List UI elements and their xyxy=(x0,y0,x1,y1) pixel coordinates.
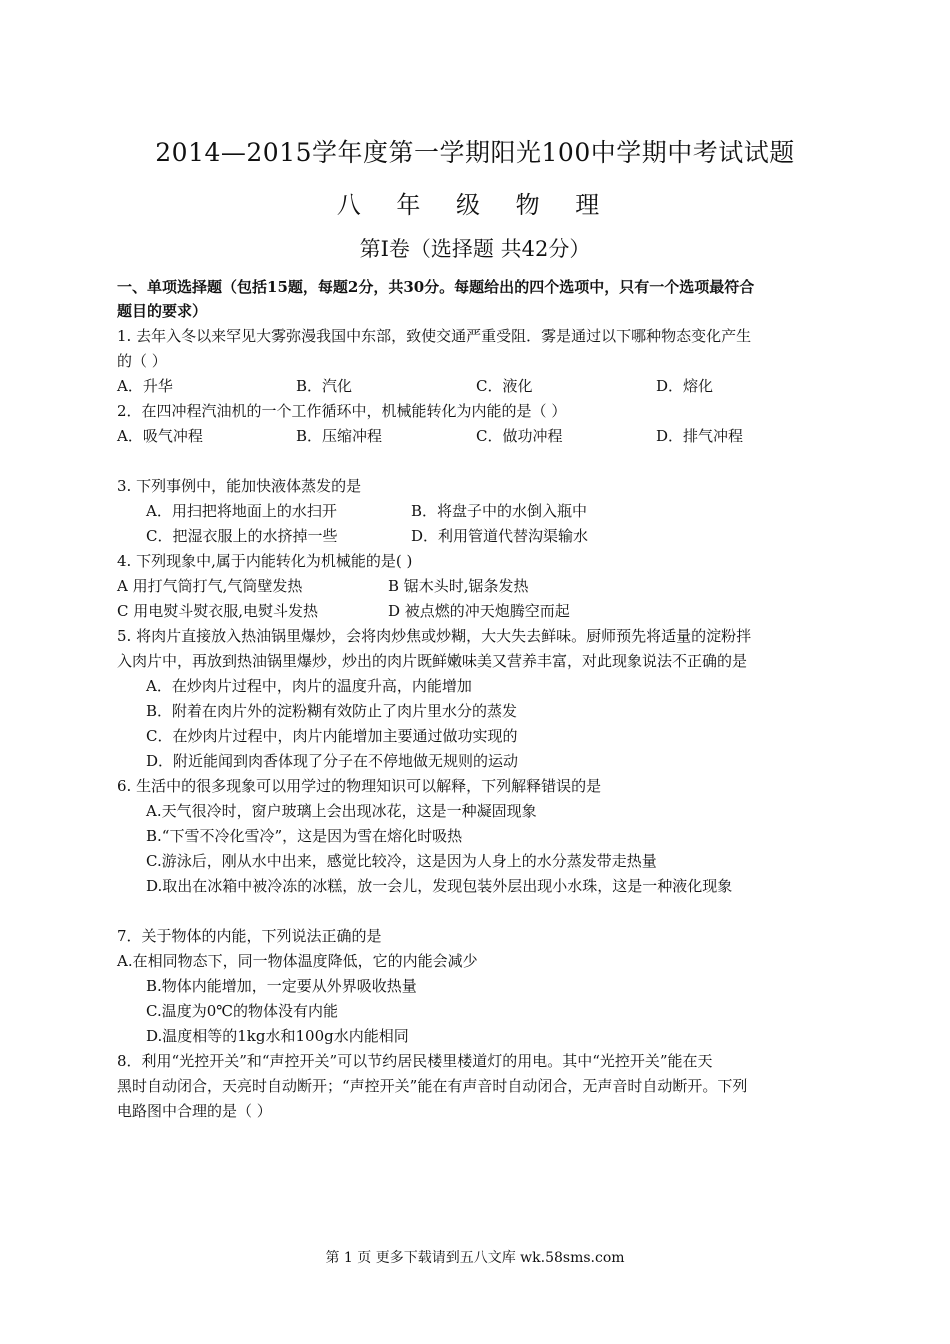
question-4: 4. 下列现象中,属于内能转化为机械能的是( ) xyxy=(117,552,413,570)
question-8-cont: 黑时自动闭合，天亮时自动断开；“声控开关”能在有声音时自动闭合，无声音时自动断开。下列 xyxy=(117,1077,748,1095)
q7-option-a: A.在相同物态下，同一物体温度降低，它的内能会减少 xyxy=(117,952,478,970)
q1-option-d: D．熔化 xyxy=(656,377,714,395)
q5-option-d: D．附近能闻到肉香体现了分子在不停地做无规则的运动 xyxy=(146,752,519,770)
q7-option-b: B.物体内能增加，一定要从外界吸收热量 xyxy=(146,977,417,995)
subject-title: 八 年 级 物 理 xyxy=(336,191,614,219)
q5-option-b: B．附着在肉片外的淀粉糊有效防止了肉片里水分的蒸发 xyxy=(146,702,518,720)
question-6: 6. 生活中的很多现象可以用学过的物理知识可以解释，下列解释错误的是 xyxy=(117,777,602,795)
q3-option-c: C．把湿衣服上的水挤掉一些 xyxy=(146,527,338,545)
q2-option-b: B．压缩冲程 xyxy=(296,427,383,445)
q6-option-c: C.游泳后，刚从水中出来，感觉比较冷，这是因为人身上的水分蒸发带走热量 xyxy=(146,852,657,870)
q4-option-a: A 用打气筒打气,气筒壁发热 xyxy=(117,577,303,595)
q7-option-c: C.温度为0℃的物体没有内能 xyxy=(146,1002,339,1020)
exam-title: 2014—2015学年度第一学期阳光100中学期中考试试题 xyxy=(155,138,795,167)
q4-option-c: C 用电熨斗熨衣服,电熨斗发热 xyxy=(117,602,319,620)
q2-option-c: C．做功冲程 xyxy=(476,427,563,445)
q2-option-d: D．排气冲程 xyxy=(656,427,744,445)
q2-option-a: A．吸气冲程 xyxy=(117,427,203,445)
q6-option-a: A.天气很冷时，窗户玻璃上会出现冰花，这是一种凝固现象 xyxy=(146,802,537,820)
question-7: 7．关于物体的内能，下列说法正确的是 xyxy=(117,927,382,945)
q3-option-a: A．用扫把将地面上的水扫开 xyxy=(146,502,337,520)
q6-option-d: D.取出在冰箱中被冷冻的冰糕，放一会儿，发现包装外层出现小水珠，这是一种液化现象 xyxy=(146,877,733,895)
question-3: 3. 下列事例中，能加快液体蒸发的是 xyxy=(117,477,362,495)
question-1: 1. 去年入冬以来罕见大雾弥漫我国中东部，致使交通严重受阻．雾是通过以下哪种物态变化产生 xyxy=(117,327,752,345)
section-heading: 一、单项选择题（包括15题，每题2分，共30分。每题给出的四个选项中，只有一个选项最符合 xyxy=(117,278,755,296)
q5-option-c: C．在炒肉片过程中，肉片内能增加主要通过做功实现的 xyxy=(146,727,518,745)
page-footer: 第 1 页 更多下载请到五八文库 wk.58sms.com xyxy=(325,1250,625,1266)
question-8: 8．利用“光控开关”和“声控开关”可以节约居民楼里楼道灯的用电。其中“光控开关”能在天 xyxy=(117,1052,713,1070)
q3-option-d: D．利用管道代替沟渠输水 xyxy=(411,527,589,545)
question-8-cont2: 电路图中合理的是（ ） xyxy=(117,1102,272,1120)
q4-option-d: D 被点燃的冲天炮腾空而起 xyxy=(388,602,570,620)
question-5-cont: 入肉片中，再放到热油锅里爆炒，炒出的肉片既鲜嫩味美又营养丰富，对此现象说法不正确的是 xyxy=(117,652,748,670)
q1-option-a: A．升华 xyxy=(117,377,173,395)
q5-option-a: A．在炒肉片过程中，肉片的温度升高，内能增加 xyxy=(146,677,472,695)
q7-option-d: D.温度相等的1kg水和100g水内能相同 xyxy=(146,1027,409,1045)
volume-title: 第Ⅰ卷（选择题 共42分） xyxy=(359,237,591,261)
q4-option-b: B 锯木头时,锯条发热 xyxy=(388,577,529,595)
question-1-cont: 的（ ） xyxy=(117,352,167,370)
section-heading-cont: 题目的要求） xyxy=(117,302,208,320)
q6-option-b: B.“下雪不冷化雪冷”，这是因为雪在熔化时吸热 xyxy=(146,827,463,845)
question-5: 5. 将肉片直接放入热油锅里爆炒，会将肉炒焦或炒糊，大大失去鲜味。厨师预先将适量的淀粉拌 xyxy=(117,627,752,645)
question-2: 2．在四冲程汽油机的一个工作循环中，机械能转化为内能的是（ ） xyxy=(117,402,567,420)
q1-option-c: C．液化 xyxy=(476,377,533,395)
q1-option-b: B．汽化 xyxy=(296,377,353,395)
q3-option-b: B．将盘子中的水倒入瓶中 xyxy=(411,502,588,520)
